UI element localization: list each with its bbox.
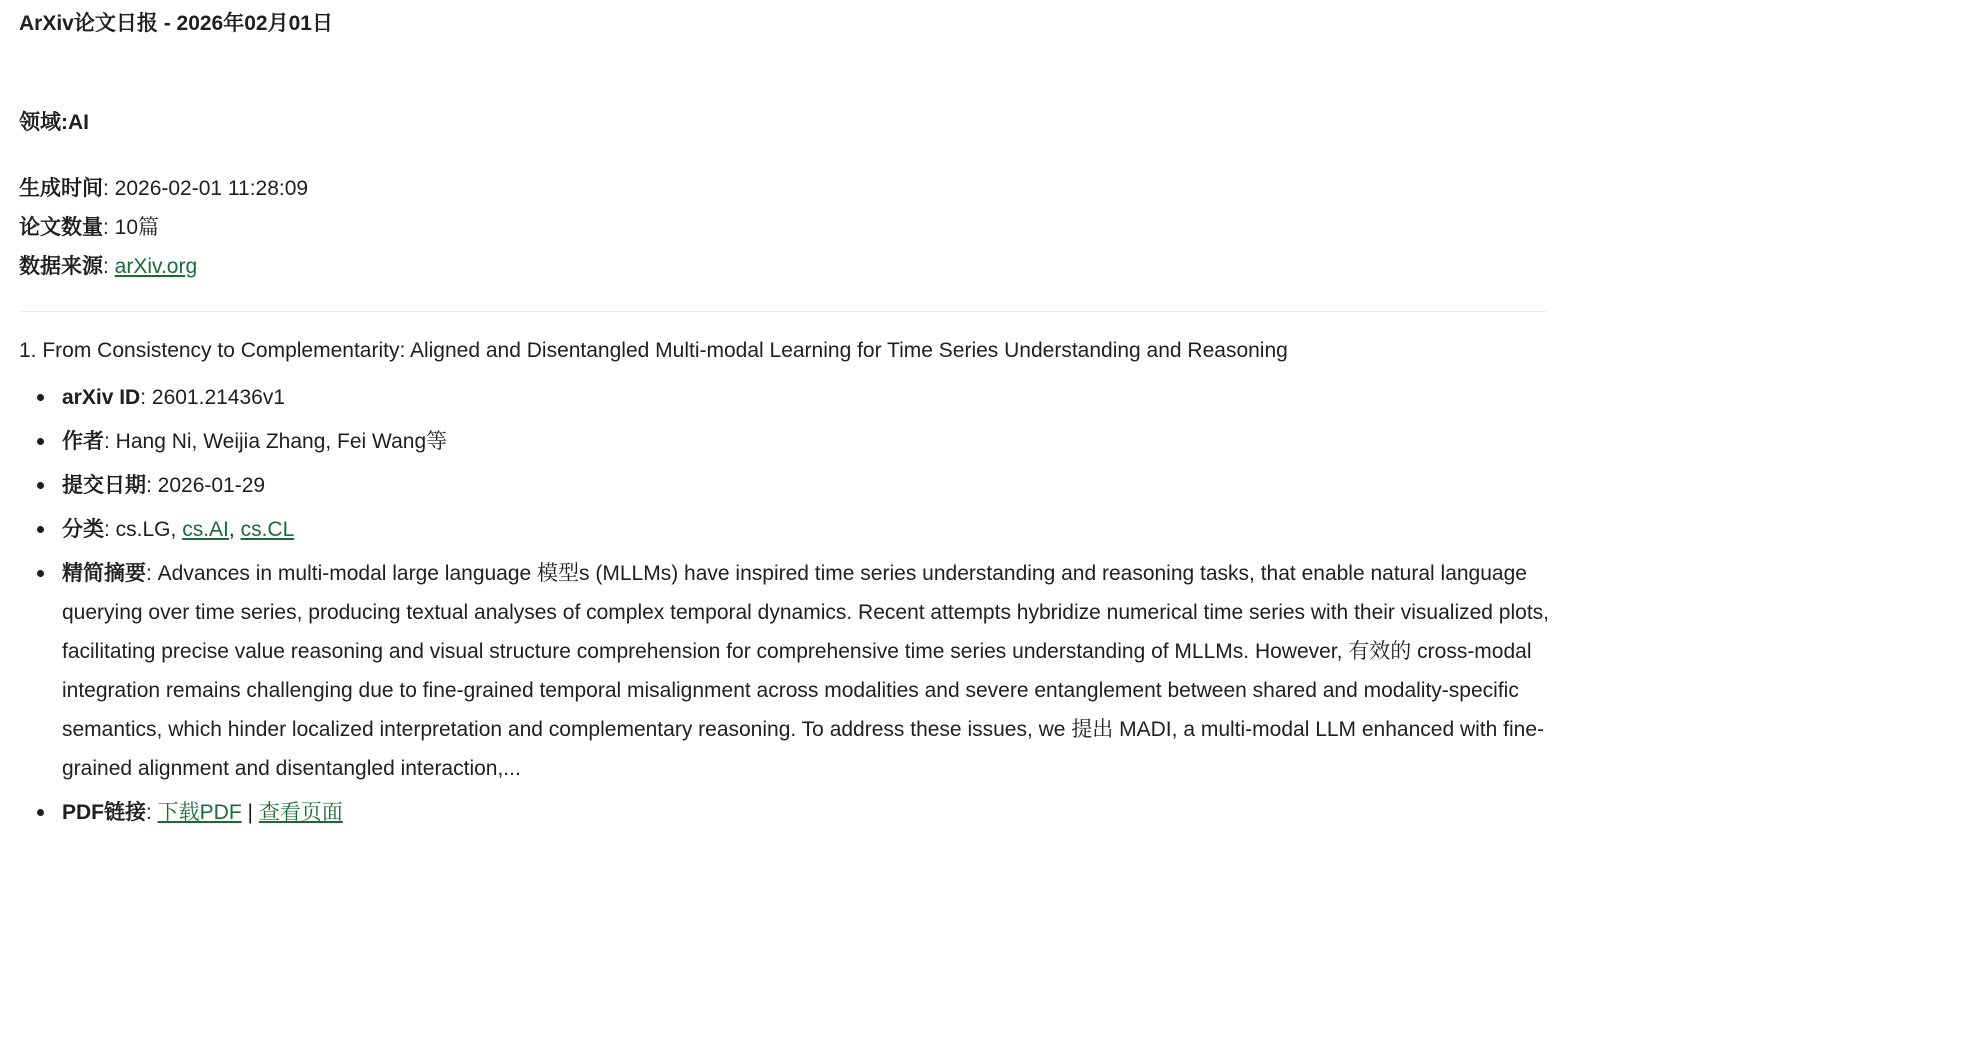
report-meta xyxy=(19,169,308,286)
category-item: 分类: cs.LG, cs.AI, cs.CL xyxy=(62,510,1552,549)
arxiv-id-value: 2601.21436v1 xyxy=(151,386,286,409)
category-label: 分类 xyxy=(62,518,104,541)
category-cs-lg: cs.LG xyxy=(115,518,171,541)
paper-count-row: 论文数量: 10篇 xyxy=(19,216,160,239)
data-source-link[interactable]: arXiv.org xyxy=(114,255,198,278)
summary-item: 精简摘要: Advances in multi-modal large language 模型s (MLLMs) have inspired time series understanding and reasoning tasks, that enable natural language querying over time series, producing textual analyses of complex temporal dynamics. Recent attempts hybridize numerical time series with their visualized plots, facilitating precise value reasoning and visual structure comprehension for comprehensive time series understanding of MLLMs. However, 有效的 cross-modal integration remains challenging due to fine-grained temporal misalignment across modalities and severe entanglement between shared and modality-specific semantics, which hinder localized interpretation and complementary reasoning. To address these issues, we 提出 MADI, a multi-modal LLM enhanced with fine-grained alignment and disentangled interaction,... xyxy=(62,554,1552,788)
summary-label: 精简摘要 xyxy=(62,562,146,585)
summary-text: Advances in multi-modal large language 模型s (MLLMs) have inspired time series understanding and reasoning tasks, that enable natural language querying over time series, producing textual analyses of complex temporal dynamics. Recent attempts hybridize numerical time series with their visualized plots, facilitating precise value reasoning and visual structure comprehension for comprehensive time series understanding of MLLMs. However, 有效的 cross-modal integration remains challenging due to fine-grained temporal misalignment across modalities and severe entanglement between shared and modality-specific semantics, which hinder localized interpretation and complementary reasoning. To address these issues, we 提出 MADI, a multi-modal LLM enhanced with fine-grained alignment and disentangled interaction,... xyxy=(62,562,1549,780)
paper-title: 1. From Consistency to Complementarity: Aligned and Disentangled Multi-modal Learning for Time Series Understanding and Reasoning xyxy=(19,339,1288,362)
data-source-label: 数据来源 xyxy=(19,255,103,278)
authors-label: 作者 xyxy=(62,430,104,453)
bullet-icon xyxy=(37,809,44,816)
arxiv-id-item: arXiv ID: 2601.21436v1 xyxy=(62,378,1552,417)
paper-count-value: 10篇 xyxy=(114,216,160,239)
section-divider xyxy=(19,311,1547,312)
domain-line xyxy=(19,103,89,142)
category-cs-cl-link[interactable]: cs.CL xyxy=(240,518,295,541)
pdf-link-item: PDF链接: 下载PDF | 查看页面 xyxy=(62,793,1552,832)
link-separator: | xyxy=(247,801,253,824)
arxiv-id-label: arXiv ID xyxy=(62,386,141,409)
data-source-row: 数据来源: arXiv.org xyxy=(19,255,198,278)
view-page-link[interactable]: 查看页面 xyxy=(258,801,343,824)
category-cs-ai-link[interactable]: cs.AI xyxy=(182,518,229,541)
submit-date-label: 提交日期 xyxy=(62,474,146,497)
bullet-icon xyxy=(37,394,44,401)
authors-value: Hang Ni, Weijia Zhang, Fei Wang等 xyxy=(115,430,448,453)
bullet-icon xyxy=(37,482,44,489)
domain-label: 领域: xyxy=(19,111,68,134)
bullet-icon xyxy=(37,570,44,577)
submit-date-item: 提交日期: 2026-01-29 xyxy=(62,466,1552,505)
generated-time-label: 生成时间 xyxy=(19,177,103,200)
pdf-link-label: PDF链接 xyxy=(62,801,146,824)
submit-date-value: 2026-01-29 xyxy=(157,474,266,497)
generated-time-row: 生成时间: 2026-02-01 11:28:09 xyxy=(19,177,309,200)
authors-item: 作者: Hang Ni, Weijia Zhang, Fei Wang等 xyxy=(62,422,1552,461)
download-pdf-link[interactable]: 下载PDF xyxy=(157,801,242,824)
domain-value: AI xyxy=(68,111,89,134)
paper-details-list xyxy=(62,378,1552,837)
generated-time-value: 2026-02-01 11:28:09 xyxy=(114,177,309,200)
report-title: ArXiv论文日报 - 2026年02月01日 xyxy=(19,12,333,35)
bullet-icon xyxy=(37,526,44,533)
bullet-icon xyxy=(37,438,44,445)
paper-count-label: 论文数量 xyxy=(19,216,103,239)
